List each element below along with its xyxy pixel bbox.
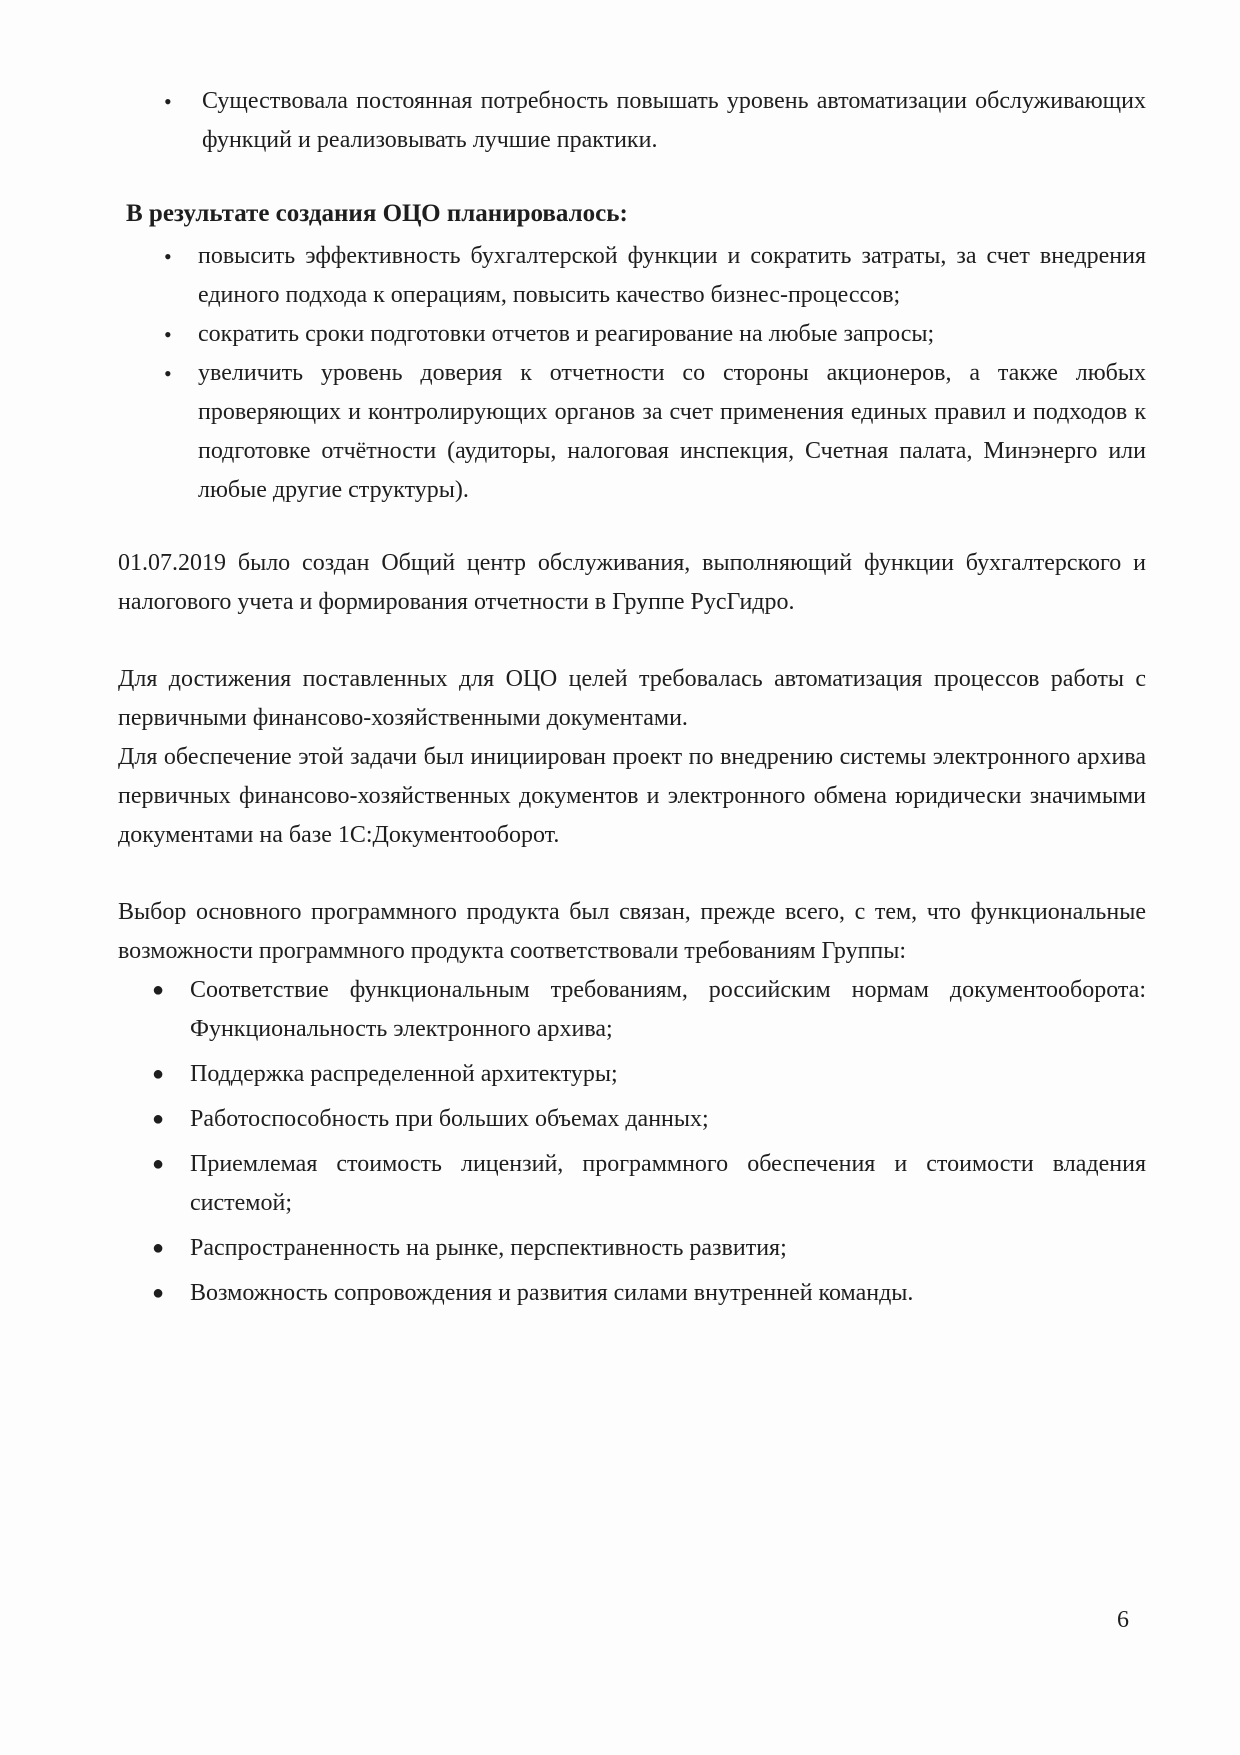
list-item [118,971,1146,1049]
list-item-text: повысить эффективность бухгалтерской функции и сократить затраты, за счет внедрения единого подхода к операциям, повысить качество бизнес-процессов; [198,243,1146,308]
list-item-text: Существовала постоянная потребность повышать уровень автоматизации обслуживающих функций и реализовывать лучшие практики. [202,88,1146,153]
list-item [118,1145,1146,1223]
list-item [118,1100,1146,1139]
list-item-text: Приемлемая стоимость лицензий, программного обеспечения и стоимости владения системой; [190,1151,1146,1216]
goals-heading: В результате создания ОЦО планировалось: [126,200,628,227]
list-item-text: увеличить уровень доверия к отчетности со стороны акционеров, а также любых проверяющих и контролирующих органов за счет применения единых правил и подходов к подготовке отчётности (аудиторы, налоговая инспекция, Счетная палата, Минэнерго или любые другие структуры). [198,360,1146,503]
bullet-icon: ● [152,1282,165,1304]
bullet-icon: ● [152,979,165,1001]
goals-bullet-list [118,237,1146,510]
list-item-text: Распространенность на рынке, перспективность развития; [190,1235,787,1261]
list-item-text: Возможность сопровождения и развития силами внутренней команды. [190,1280,914,1306]
paragraph-automation-need: Для достижения поставленных для ОЦО целей требовалась автоматизация процессов работы с первичными финансово-хозяйственными документами. [118,666,1146,731]
intro-bullet-list [118,82,1146,160]
list-item [118,1274,1146,1313]
list-item [118,315,1146,354]
bullet-icon: ● [152,1108,165,1130]
requirements-bullet-list [118,971,1146,1313]
bullet-icon: ● [152,1237,165,1259]
list-item-text: Работоспособность при больших объемах данных; [190,1106,709,1132]
bullet-icon: • [164,89,172,114]
bullet-icon: • [164,322,172,347]
bullet-icon: ● [152,1063,165,1085]
list-item [118,82,1146,160]
paragraph-ocs-created: 01.07.2019 было создан Общий центр обслуживания, выполняющий функции бухгалтерского и налогового учета и формирования отчетности в Группе РусГидро. [118,550,1146,615]
list-item-text: сократить сроки подготовки отчетов и реагирование на любые запросы; [198,321,935,347]
page-content [118,82,1146,1319]
list-item [118,1055,1146,1094]
page-number: 6 [1117,1607,1129,1633]
list-item [118,237,1146,315]
list-item-text: Соответствие функциональным требованиям, российским нормам документооборота: Функциональность электронного архива; [190,977,1146,1042]
list-item [118,354,1146,510]
paragraph-product-choice: Выбор основного программного продукта был связан, прежде всего, с тем, что функциональные возможности программного продукта соответствовали требованиям Группы: [118,899,1146,964]
list-item-text: Поддержка распределенной архитектуры; [190,1061,618,1087]
bullet-icon: • [164,361,172,386]
list-item [118,1229,1146,1268]
bullet-icon: • [164,244,172,269]
bullet-icon: ● [152,1153,165,1175]
paragraph-project-initiated: Для обеспечение этой задачи был инициирован проект по внедрению системы электронного архива первичных финансово-хозяйственных документов и электронного обмена юридически значимыми документами на базе 1С:Документооборот. [118,744,1146,848]
